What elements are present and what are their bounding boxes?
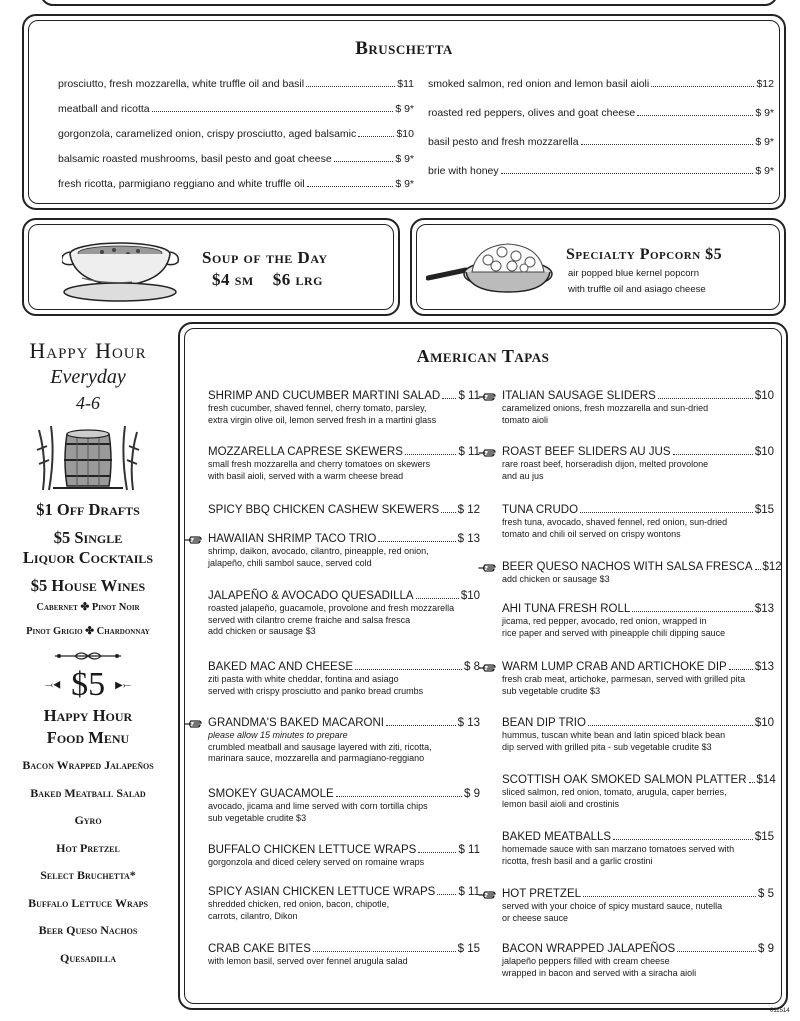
ornament-divider [53,650,123,662]
happy-hour-deal: $5 Single [53,528,123,547]
tapas-item-header [502,886,774,900]
tapas-item-header [502,659,774,673]
tapas-item-name: BEER QUESO NACHOS WITH SALSA FRESCA [502,561,753,573]
happy-hour-food-item: Select Bruchetta* [40,868,136,882]
tapas-item-price: $15 [754,831,774,843]
tapas-item-desc: add chicken or sausage $3 [502,574,610,584]
bruschetta-item-price: $ 9* [755,165,774,177]
bruschetta-item-desc: fresh ricotta, parmigiano reggiano and white truffle oil [58,178,305,190]
tapas-item-price: $10 [754,446,774,458]
house-wines-line-2: Pinot Grigio ✤ Chardonnay [26,626,150,637]
tapas-item-name: BAKED MEATBALLS [502,831,612,843]
tapas-item-name: JALAPEÑO & AVOCADO QUESADILLA [208,590,414,602]
dot-leader [580,512,753,513]
tapas-item-header [502,502,774,516]
previous-section-frame [40,0,778,6]
dot-leader [405,454,457,455]
tapas-item-price: $12 [762,561,782,573]
dot-leader [437,894,456,895]
happy-hour-sidebar [0,330,176,1010]
tapas-item-header [208,659,480,673]
happy-hour-food-item: Buffalo Lettuce Wraps [28,895,148,910]
tapas-item-header [502,772,774,786]
dot-leader [416,598,459,599]
tapas-item [502,772,774,810]
bruschetta-item-desc: basil pesto and fresh mozzarella [428,136,579,148]
house-wines-line-1: Cabernet ✤ Pinot Noir [36,602,140,613]
tapas-item-header [208,715,480,729]
tapas-item-desc: wrapped in bacon and served with a siracha aioli [502,967,697,978]
dot-leader [152,111,394,112]
dot-leader [588,725,753,726]
bruschetta-item [428,105,774,119]
dot-leader [442,398,456,399]
popcorn-desc-1: air popped blue kernel popcorn [568,268,699,279]
tapas-item-desc: sub vegetable crudite $3 [208,812,307,823]
tapas-item [502,444,774,482]
tapas-item-header [208,444,480,458]
tapas-item-desc: dip served with grilled pita - sub vegetable crudite $3 [502,741,712,752]
dot-leader [307,186,394,187]
tapas-item-name: BACON WRAPPED JALAPEÑOS [502,943,676,955]
tapas-item-name: MOZZARELLA CAPRESE SKEWERS [208,446,403,458]
tapas-item [208,941,480,968]
tapas-item-desc: served with your choice of spicy mustard sauce, nutella [502,901,723,911]
tapas-item [208,588,480,638]
tapas-item-desc: fresh crab meat, artichoke, parmesan, served with grilled pita [502,674,746,684]
footer-code: 011514 [770,1008,790,1014]
tapas-item-header [208,588,480,602]
american-tapas-section [178,322,788,1010]
left-arrow-icon: ⤙◀ [45,679,62,691]
happy-hour-food-item: Quesadilla [59,950,116,965]
tapas-item-desc: jalapeño, chili sambol sauce, served cold [208,557,372,568]
bruschetta-item-price: $ 9* [395,178,414,190]
bruschetta-item-desc: roasted red peppers, olives and goat cheese [428,107,636,119]
tapas-item-price: $10 [754,390,774,402]
bruschetta-item-price: $12 [756,78,774,90]
tapas-item-name: BUFFALO CHICKEN LETTUCE WRAPS [208,844,417,856]
tapas-item-name: CRAB CAKE BITES [208,943,311,955]
tapas-item-price: $ 9 [464,788,480,800]
tapas-item-price: $ 13 [457,533,480,545]
tapas-item [208,715,480,765]
tapas-item-name: SPICY BBQ CHICKEN CASHEW SKEWERS [208,504,440,516]
tapas-item [208,884,480,922]
tapas-item-note: please allow 15 minutes to prepare [208,730,348,740]
tapas-item-header [502,444,774,458]
dot-leader [336,796,462,797]
tapas-item-desc: small fresh mozzarella and cherry tomatoes on skewers [208,459,431,469]
bruschetta-item [58,126,414,140]
happy-hour-deal: Liquor Cocktails [22,548,154,567]
tapas-item [502,502,774,540]
happy-hour-food-item: Beer Queso Nachos [38,923,138,937]
tapas-item-name: BEAN DIP TRIO [502,717,586,729]
tapas-item-name: SMOKEY GUACAMOLE [208,788,334,800]
bruschetta-item [58,101,414,115]
tapas-item-desc: jicama, red pepper, avocado, red onion, wrapped in [502,616,707,626]
tapas-item [502,559,782,586]
tapas-item-desc: with lemon basil, served over fennel arugula salad [208,956,408,966]
tapas-item-price: $13 [754,603,774,615]
dot-leader [581,144,754,145]
happy-hour-deal: $1 Off Drafts [36,500,140,519]
happy-hour-food-item: Bacon Wrapped Jalapeños [22,758,154,772]
bruschetta-item-price: $11 [397,78,414,90]
tapas-item-desc: shrimp, daikon, avocado, cilantro, pineapple, red onion, [208,546,429,556]
bruschetta-item-desc: balsamic roasted mushrooms, basil pesto and goat cheese [58,153,332,165]
dot-leader [729,669,753,670]
happy-hour-title: Happy Hour [29,338,147,363]
tapas-item-name: SCOTTISH OAK SMOKED SALMON PLATTER [502,774,747,786]
tapas-item-desc: tomato aioli [502,414,549,425]
pointing-hand-icon [184,717,204,729]
tapas-item-desc: crumbled meatball and sausage layered with ziti, ricotta, [208,741,432,752]
tapas-item [502,829,774,867]
bruschetta-item [428,163,774,177]
happy-hour-time: 4-6 [76,393,100,413]
bruschetta-section [22,14,786,210]
dot-leader [386,725,456,726]
dot-leader [673,454,753,455]
tapas-item-header [208,842,480,856]
bruschetta-item [428,76,774,90]
bruschetta-item-price: $ 9* [755,107,774,119]
tapas-item-header [502,601,774,615]
tapas-item-desc: sliced salmon, red onion, tomato, arugula, caper berries, [502,787,727,797]
tapas-item-name: HAWAIIAN SHRIMP TACO TRIO [208,533,377,545]
popcorn-title: Specialty Popcorn $5 [566,246,723,263]
tapas-item-price: $ 12 [457,504,480,516]
tapas-item-desc: lemon basil aioli and crostinis [502,798,620,809]
tapas-item-header [502,941,774,955]
tapas-item-desc: shredded chicken, red onion, bacon, chipotle, [208,899,390,909]
tapas-item-price: $ 11 [458,446,480,458]
popcorn-desc-2: with truffle oil and asiago cheese [568,284,706,295]
happy-hour-food-menu-title-1: Happy Hour [43,706,133,725]
bruschetta-item [58,176,414,190]
bruschetta-item-desc: brie with honey [428,165,499,177]
tapas-item [502,601,774,639]
tapas-item-header [208,884,480,898]
tapas-item-price: $13 [754,661,774,673]
tapas-item-desc: fresh tuna, avocado, shaved fennel, red onion, sun-dried [502,517,728,527]
right-arrow-icon: ▶⤚ [115,679,131,691]
pointing-hand-icon [184,533,204,545]
bruschetta-item-desc: prosciutto, fresh mozzarella, white truffle oil and basil [58,78,305,90]
tapas-item-name: TUNA CRUDO [502,504,579,516]
tapas-item-header [502,388,774,402]
tapas-item-desc: served with crispy prosciutto and panko bread crumbs [208,685,424,696]
dot-leader [355,669,462,670]
tapas-item-price: $ 5 [758,888,774,900]
tapas-item [208,786,480,824]
dot-leader [632,611,753,612]
soup-title: Soup of the Day [202,248,328,267]
dot-leader [755,569,761,570]
tapas-item [502,659,774,697]
tapas-item-name: ITALIAN SAUSAGE SLIDERS [502,390,656,402]
bruschetta-item-price: $ 9* [755,136,774,148]
tapas-item-desc: roasted jalapeño, guacamole, provolone and fresh mozzarella [208,603,455,613]
tapas-item-name: SHRIMP AND CUCUMBER MARTINI SALAD [208,390,441,402]
dot-leader [637,115,753,116]
tapas-item-header [502,829,774,843]
dot-leader [651,86,754,87]
tapas-item-header [208,502,480,516]
bruschetta-item-desc: gorgonzola, caramelized onion, crispy prosciutto, aged balsamic [58,128,357,140]
tapas-item-desc: fresh cucumber, shaved fennel, cherry tomato, parsley, [208,403,427,413]
tapas-item-desc: hummus, tuscan white bean and latin spiced black bean [502,730,726,740]
bruschetta-item [58,76,414,90]
dot-leader [441,512,455,513]
dot-leader [418,852,456,853]
tapas-title: American Tapas [416,346,550,366]
bruschetta-item-desc: smoked salmon, red onion and lemon basil aioli [428,78,650,90]
tapas-item-desc: tomato and chili oil served on crispy wontons [502,528,681,539]
tapas-item-price: $10 [754,717,774,729]
happy-hour-days: Everyday [50,366,126,388]
dot-leader [334,161,394,162]
tapas-item-desc: caramelized onions, fresh mozzarella and sun-dried [502,403,709,413]
popcorn-section [410,218,786,316]
soup-bowl-illustration [62,232,182,304]
tapas-item-desc: and au jus [502,470,544,481]
dot-leader [378,541,455,542]
pointing-hand-icon [478,561,498,573]
tapas-item-price: $14 [756,774,776,786]
tapas-item-header [208,786,480,800]
tapas-item-desc: rice paper and served with pineapple chili dipping sauce [502,627,726,638]
tapas-item-name: GRANDMA'S BAKED MACARONI [208,717,384,729]
pointing-hand-icon [478,446,498,458]
happy-hour-deal: $5 House Wines [30,576,146,595]
tapas-item-header [208,388,480,402]
dot-leader [677,951,756,952]
bruschetta-item-price: $ 9* [395,153,414,165]
soup-section [22,218,400,316]
tapas-item-header [502,559,782,573]
bruschetta-item [58,151,414,165]
tapas-item-price: $ 9 [758,943,774,955]
tapas-item [208,502,480,516]
tapas-item [502,715,774,753]
soup-price-large: $6 lrg [272,270,324,289]
tapas-item-header [208,531,480,545]
tapas-item-desc: carrots, cilantro, Dikon [208,910,298,921]
tapas-item [208,659,480,697]
tapas-item [502,388,774,426]
happy-hour-food-menu-title-2: Food Menu [46,728,130,747]
tapas-item-price: $ 11 [458,844,480,856]
bruschetta-item-desc: meatball and ricotta [58,103,150,115]
tapas-item-desc: or cheese sauce [502,912,569,923]
tapas-item-desc: ricotta, fresh basil and a garlic crostini [502,855,653,866]
tapas-item-desc: jalapeño peppers filled with cream cheese [502,956,670,966]
tapas-item-price: $10 [460,590,480,602]
dot-leader [613,839,753,840]
tapas-item-desc: add chicken or sausage $3 [208,626,316,636]
five-dollar-price: $5 [71,666,106,703]
tapas-item-name: BAKED MAC AND CHEESE [208,661,354,673]
tapas-item-name: SPICY ASIAN CHICKEN LETTUCE WRAPS [208,886,436,898]
tapas-item-price: $ 13 [457,717,480,729]
tapas-item-desc: sub vegetable crudite $3 [502,685,601,696]
five-dollar-banner [0,666,176,704]
tapas-item-price: $ 11 [458,390,480,402]
happy-hour-food-item: Gyro [74,813,102,827]
tapas-item-name: HOT PRETZEL [502,888,582,900]
tapas-item-name: WARM LUMP CRAB AND ARTICHOKE DIP [502,661,727,673]
tapas-item [208,388,480,426]
tapas-item-desc: marinara sauce, mozzarella and parmagiano-reggiano [208,753,425,763]
happy-hour-food-item: Hot Pretzel [56,840,120,855]
bruschetta-left-column [58,76,414,201]
tapas-item [502,886,774,924]
tapas-item-price: $ 8 [464,661,480,673]
tapas-item-name: ROAST BEEF SLIDERS AU JUS [502,446,671,458]
tapas-item-price: $ 11 [458,886,480,898]
happy-hour-food-list [0,752,176,972]
bruschetta-title: Bruschetta [355,38,453,59]
tapas-item-desc: ziti pasta with white cheddar, fontina and asiago [208,674,399,684]
tapas-item [208,531,480,569]
tapas-item-header [208,941,480,955]
tapas-item-name: AHI TUNA FRESH ROLL [502,603,631,615]
tapas-item-desc: rare roast beef, horseradish dijon, melted provolone [502,459,709,469]
tapas-item-desc: served with cilantro creme fraiche and salsa fresca [208,614,411,625]
tapas-item [208,444,480,482]
pointing-hand-icon [478,661,498,673]
tapas-item-desc: avocado, jicama and lime served with corn tortilla chips [208,801,428,811]
tapas-item [502,941,774,979]
happy-hour-food-item: Baked Meatball Salad [30,785,146,800]
tapas-item-desc: gorgonzola and diced celery served on romaine wraps [208,857,425,867]
tapas-item-header [502,715,774,729]
dot-leader [501,173,754,174]
popcorn-skillet-illustration [426,234,556,302]
pointing-hand-icon [478,888,498,900]
tapas-item [208,842,480,869]
bruschetta-item-price: $ 9* [395,103,414,115]
dot-leader [658,398,753,399]
tapas-item-desc: homemade sauce with san marzano tomatoes served with [502,844,735,854]
tapas-item-desc: extra virgin olive oil, lemon served fresh in a martini glass [208,414,437,425]
tapas-item-price: $15 [754,504,774,516]
bruschetta-item-price: $10 [396,128,414,140]
dot-leader [358,136,394,137]
dot-leader [306,86,395,87]
dot-leader [313,951,456,952]
bruschetta-item [428,134,774,148]
happy-hour-deals [0,500,176,596]
dot-leader [583,896,756,897]
tapas-item-desc: with basil aioli, served with a warm cheese bread [208,470,404,481]
pointing-hand-icon [478,390,498,402]
barrel-illustration [33,420,143,492]
soup-price-small: $4 sm [212,270,254,289]
bruschetta-right-column [428,76,774,192]
soup-prices [212,270,323,290]
tapas-item-price: $ 15 [457,943,480,955]
dot-leader [749,782,755,783]
